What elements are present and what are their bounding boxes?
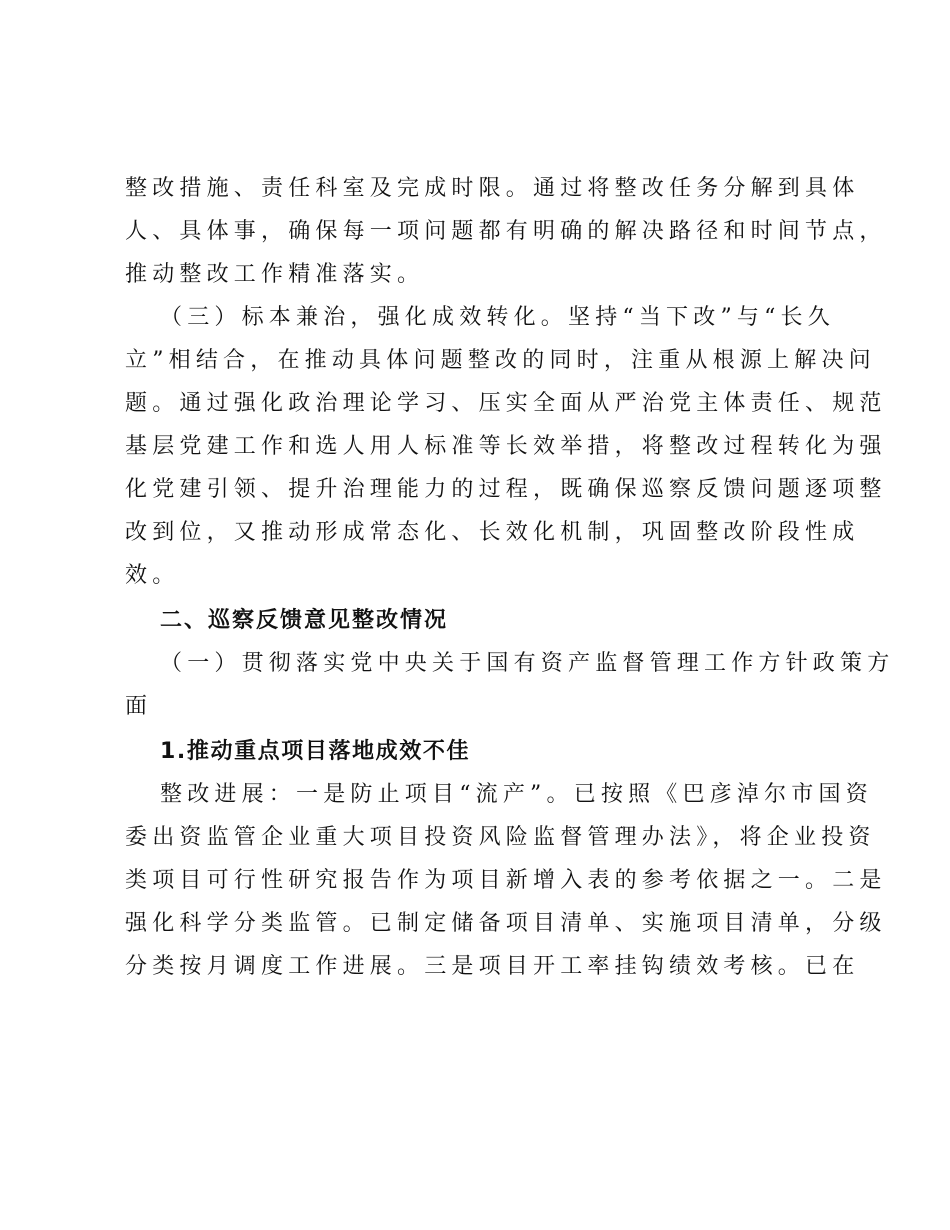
paragraph-line: 效。 xyxy=(125,563,180,588)
paragraph-line: 基层党建工作和选人用人标准等长效举措，将整改过程转化为强 xyxy=(125,434,887,459)
paragraph-line: 委出资监管企业重大项目投资风险监督管理办法》，将企业投资 xyxy=(125,825,876,850)
subsection-heading: （一）贯彻落实党中央关于国有资产监督管理工作方针政策方 xyxy=(160,651,895,676)
paragraph-line: 化党建引领、提升治理能力的过程，既确保巡察反馈问题逐项整 xyxy=(125,477,887,502)
paragraph-line: 推动整改工作精准落实。 xyxy=(125,262,425,287)
subsection-heading: 面 xyxy=(125,694,153,719)
paragraph-line: 题。通过强化政治理论学习、压实全面从严治党主体责任、规范 xyxy=(125,391,887,416)
paragraph-line: 类项目可行性研究报告作为项目新增入表的参考依据之一。二是 xyxy=(125,868,887,893)
paragraph-line: 改到位，又推动形成常态化、长效化机制，巩固整改阶段性成 xyxy=(125,520,860,545)
paragraph-line: 分类按月调度工作进展。三是项目开工率挂钩绩效考核。已在 xyxy=(125,954,860,979)
paragraph-line: 强化科学分类监管。已制定储备项目清单、实施项目清单，分级 xyxy=(125,911,887,936)
paragraph-line: 立”相结合，在推动具体问题整改的同时，注重从根源上解决问 xyxy=(125,348,876,373)
paragraph-line: 人、具体事，确保每一项问题都有明确的解决路径和时间节点， xyxy=(125,219,887,244)
item-heading: 1.推动重点项目落地成效不佳 xyxy=(160,739,471,764)
paragraph-line: 整改措施、责任科室及完成时限。通过将整改任务分解到具体 xyxy=(125,176,860,201)
paragraph-line: （三）标本兼治，强化成效转化。坚持“当下改”与“长久 xyxy=(160,305,835,330)
paragraph-line: 整改进展：一是防止项目“流产”。已按照《巴彦淖尔市国资 xyxy=(160,782,873,807)
section-heading: 二、巡察反馈意见整改情况 xyxy=(160,608,449,633)
